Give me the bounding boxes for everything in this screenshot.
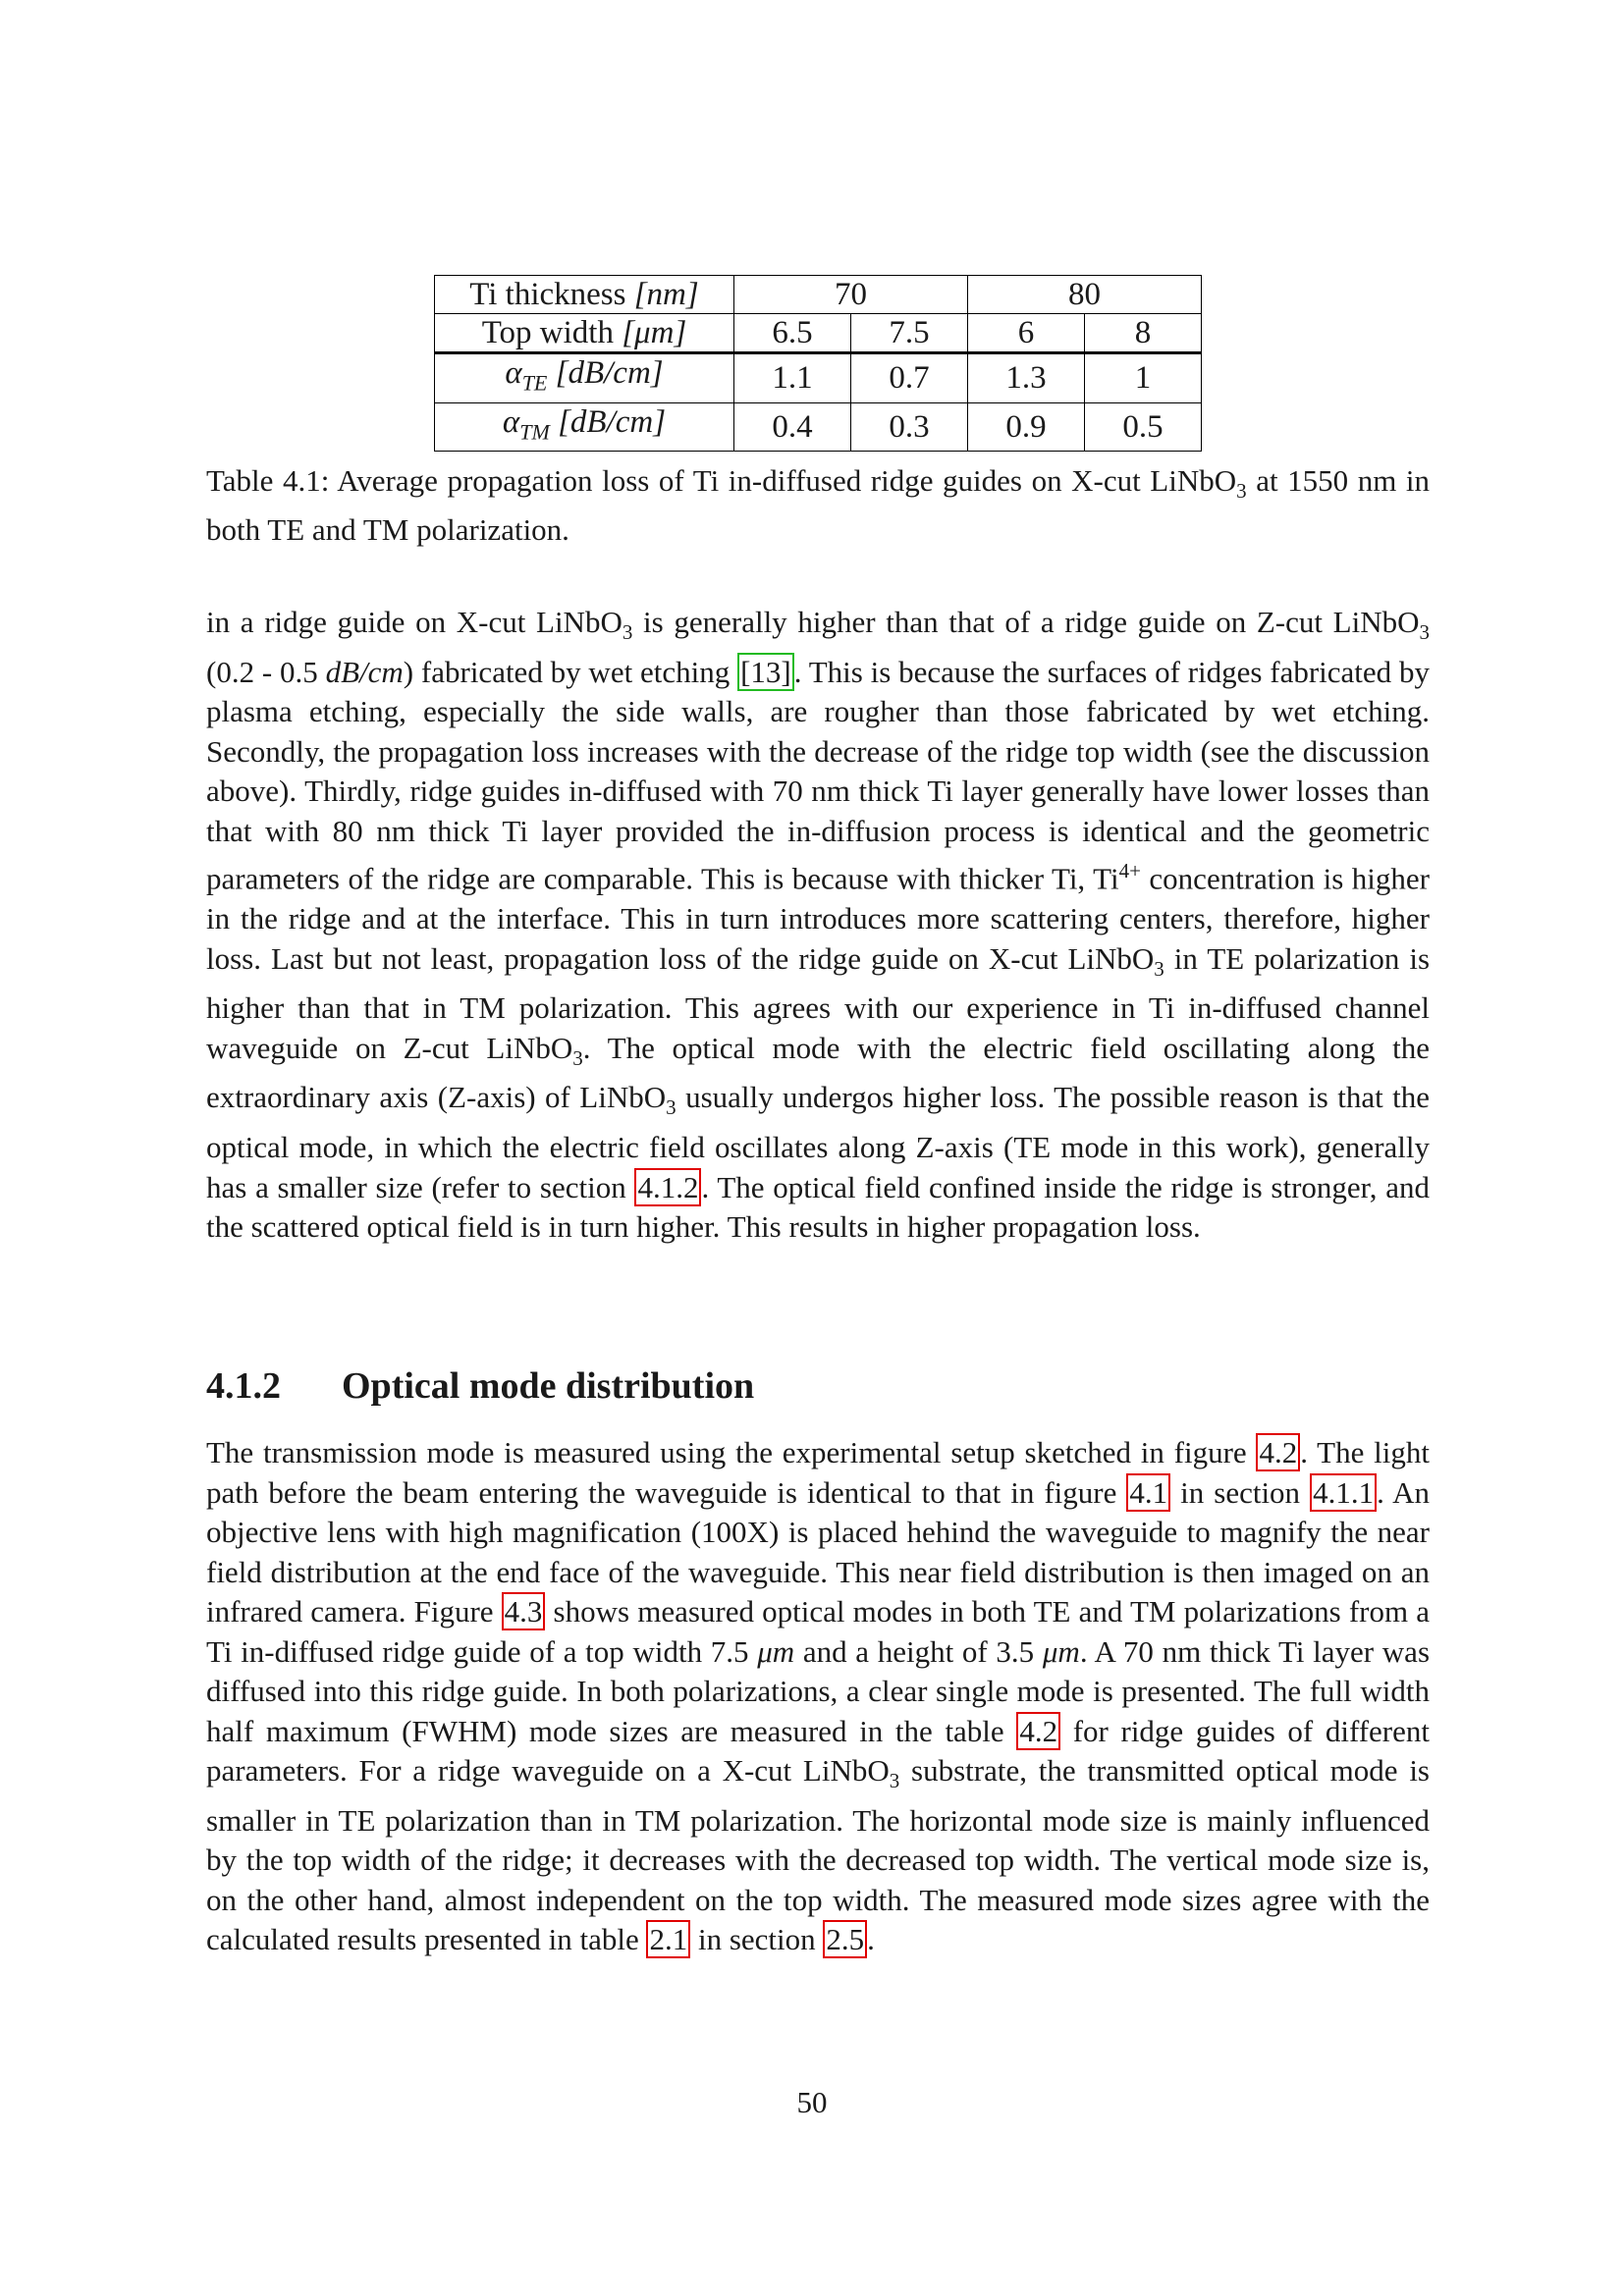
section-number: 4.1.2 bbox=[206, 1365, 281, 1407]
table-link[interactable]: 4.2 bbox=[1016, 1712, 1060, 1750]
table-header-alpha-te: $\alpha_{TE}$ [dB/cm] bbox=[435, 353, 734, 403]
loss-table bbox=[434, 275, 1202, 452]
section-title: Optical mode distribution bbox=[342, 1365, 755, 1407]
table-cell: 0.9 bbox=[968, 402, 1085, 452]
table-cell: 80 bbox=[968, 276, 1202, 314]
table-cell: 8 bbox=[1085, 314, 1202, 353]
table-cell: 1 bbox=[1085, 353, 1202, 403]
table-header-thickness: Ti thickness [nm] bbox=[435, 276, 734, 314]
section-link[interactable]: 2.5 bbox=[823, 1920, 867, 1958]
citation-link[interactable]: [13] bbox=[737, 653, 794, 691]
figure-link[interactable]: 4.1 bbox=[1126, 1473, 1170, 1512]
table-cell: 0.7 bbox=[851, 353, 968, 403]
section-link[interactable]: 4.1.2 bbox=[634, 1168, 701, 1206]
body-paragraph-loss: in a ridge guide on X-cut LiNbO$_3$ is generally higher than that of a ridge guide on Z-cut LiNbO$_3$ (0.2 - 0.5 dB/cm) fabricated by wet etching [13]. This is because the surfaces of ridges fabricated by plasma etching, especially the side walls, are rougher than those fabricated by wet etching. Secondly, the propagation loss increases with the decrease of the ridge top width (see the discussion above). Thirdly, ridge guides in-diffused with 70 nm thick Ti layer generally have lower losses than that with 80 nm thick Ti layer provided the in-diffusion process is identical and the geometric parameters of the ridge are comparable. This is because with thicker Ti, $Ti^{4+}$ concentration is higher in the ridge and at the interface. This in turn introduces more scattering centers, therefore, higher loss. Last but not least, propagation loss of the ridge guide on X-cut LiNbO$_3$ in TE polarization is higher than that in TM polarization. This agrees with our experience in Ti in-diffused channel waveguide on Z-cut LiNbO$_3$. The optical mode with the electric field oscillating along the extraordinary axis (Z-axis) of LiNbO$_3$ usually undergos higher loss. The possible reason is that the optical mode, in which the electric field oscillates along Z-axis (TE mode in this work), generally has a smaller size (refer to section 4.1.2. The optical field confined inside the ridge is stronger, and the scattered optical field is in turn higher. This results in higher propagation loss. bbox=[206, 605, 1431, 1245]
table-cell: 1.3 bbox=[968, 353, 1085, 403]
table-link[interactable]: 2.1 bbox=[646, 1920, 690, 1958]
table-cell: 0.4 bbox=[734, 402, 851, 452]
table-row-alpha-tm bbox=[435, 402, 1202, 452]
table-row-thickness bbox=[435, 276, 1202, 314]
caption-label: Table 4.1: bbox=[206, 463, 330, 498]
figure-link[interactable]: 4.3 bbox=[502, 1592, 546, 1630]
table-header-width: Top width [μm] bbox=[435, 314, 734, 353]
table-cell: 6 bbox=[968, 314, 1085, 353]
figure-link[interactable]: 4.2 bbox=[1256, 1433, 1300, 1471]
section-heading bbox=[206, 1364, 754, 1408]
table-cell: 0.3 bbox=[851, 402, 968, 452]
table-header-alpha-tm: $\alpha_{TM}$ [dB/cm] bbox=[435, 402, 734, 452]
page-number: 50 bbox=[796, 2085, 828, 2119]
table-cell: 0.5 bbox=[1085, 402, 1202, 452]
table-cell: 7.5 bbox=[851, 314, 968, 353]
table-cell: 6.5 bbox=[734, 314, 851, 353]
table-caption: Table 4.1: Average propagation loss of Ti in-diffused ridge guides on X-cut LiNbO$_3$ at 1550 nm in both TE and TM polarization. bbox=[206, 463, 1430, 548]
section-link[interactable]: 4.1.1 bbox=[1310, 1473, 1377, 1512]
table-row-alpha-te bbox=[435, 353, 1202, 403]
table-cell: 1.1 bbox=[734, 353, 851, 403]
table-row-width bbox=[435, 314, 1202, 353]
body-paragraph-mode: The transmission mode is measured using the experimental setup sketched in figure 4.2. The light path before the beam entering the waveguide is identical to that in figure 4.1 in section 4.1.1. An objective lens with high magnification (100X) is placed hehind the waveguide to magnify the near field distribution at the end face of the waveguide. This near field distribution is then imaged on an infrared camera. Figure 4.3 shows measured optical modes in both TE and TM polarizations from a Ti in-diffused ridge guide of a top width 7.5 μm and a height of 3.5 μm. A 70 nm thick Ti layer was diffused into this ridge guide. In both polarizations, a clear single mode is presented. The full width half maximum (FWHM) mode sizes are measured in the table 4.2 for ridge guides of different parameters. For a ridge waveguide on a X-cut LiNbO$_3$ substrate, the transmitted optical mode is smaller in TE polarization than in TM polarization. The horizontal mode size is mainly influenced by the top width of the ridge; it decreases with the decreased top width. The vertical mode size is, on the other hand, almost independent on the top width. The measured mode sizes agree with the calculated results presented in table 2.1 in section 2.5. bbox=[206, 1435, 1431, 1957]
table-cell: 70 bbox=[734, 276, 968, 314]
